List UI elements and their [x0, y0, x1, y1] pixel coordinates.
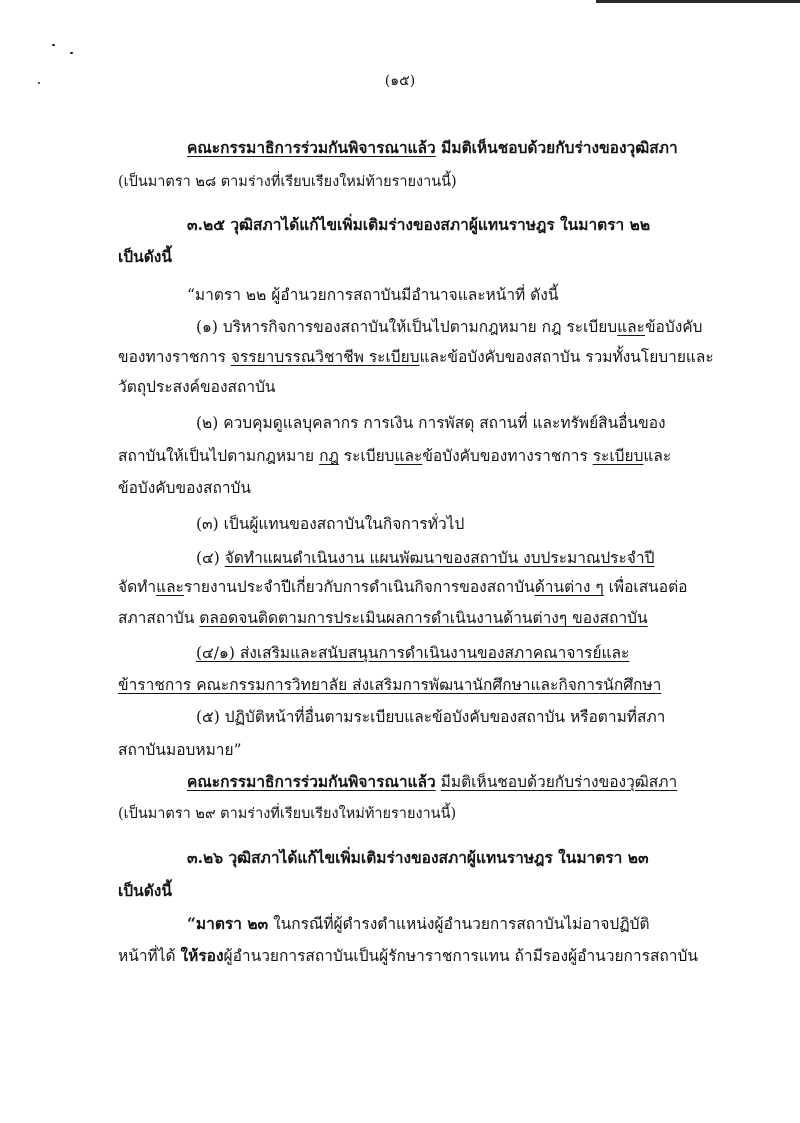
text-run: สภาสถาบัน — [118, 609, 200, 627]
page-number: (๑๕) — [384, 73, 416, 89]
text-run: จรรยาบรรณวิชาชีพ ระเบียบ — [230, 348, 420, 366]
text-run: เพื่อเสนอต่อ — [603, 578, 688, 596]
text-run: เป็นดังนี้ — [118, 881, 172, 900]
text-run: และ — [643, 447, 672, 465]
text-run: (๒) ควบคุมดูแลบุคลากร การเงิน การพัสดุ สถานที่ และทรัพย์สินอื่นของ — [196, 414, 666, 432]
text-run: สถาบันให้เป็นไปตามกฎหมาย — [118, 447, 320, 465]
text-line — [196, 642, 629, 664]
text-line — [118, 576, 687, 598]
text-run: คณะกรรมาธิการร่วมกันพิจารณาแล้ว — [187, 138, 436, 157]
text-run: และ — [394, 447, 423, 465]
text-run: (๕) ปฏิบัติหน้าที่อื่นตามระเบียบและข้อบังคับของสถาบัน หรือตามที่สภา — [196, 708, 666, 726]
text-run: เป็นดังนี้ — [118, 247, 172, 266]
text-run: ข้อบังคับ — [644, 318, 703, 336]
text-run: จัดทำ — [118, 578, 157, 596]
text-run: ตลอดจนติดตามการประเมินผลการดำเนินงานด้านต่างๆ ของสถาบัน — [199, 609, 648, 627]
text-line — [196, 316, 702, 338]
text-line — [118, 803, 456, 825]
text-line — [118, 445, 671, 467]
text-line — [118, 607, 648, 629]
text-run: ผู้อำนวยการสถาบันเป็นผู้รักษาราชการแทน ถ้ามีรองผู้อำนวยการสถาบัน — [223, 947, 698, 965]
text-line — [118, 376, 276, 398]
text-line — [196, 412, 666, 434]
text-run: ๓.๒๕ วุฒิสภาได้แก้ไขเพิ่มเติมร่างของสภาผู้แทนราษฎร ในมาตรา ๒๒ — [187, 215, 651, 234]
text-line — [118, 880, 172, 902]
text-line — [118, 346, 714, 368]
text-run: มีมติเห็นชอบด้วยกับร่างของวุฒิสภา — [440, 773, 678, 791]
text-run: ของทางราชการ — [118, 348, 231, 366]
text-run: ระเบียบ — [338, 447, 395, 465]
text-run: (เป็นมาตรา ๒๘ ตามร่างที่เรียบเรียงใหม่ท้ายรายงานนี้) — [118, 174, 457, 190]
text-run: กฎ — [319, 447, 339, 465]
text-run: (๔/๑) ส่งเสริมและสนับสนุนการดำเนินงานของสภาคณาจารย์และ — [196, 644, 630, 662]
text-line — [187, 847, 649, 869]
text-line — [118, 739, 242, 761]
text-run: มีมติเห็นชอบด้วยกับร่างของวุฒิสภา — [435, 138, 678, 157]
text-run: ในกรณีที่ผู้ดำรงตำแหน่งผู้อำนวยการสถาบันไม่อาจปฏิบัติ — [268, 915, 650, 933]
text-line — [118, 945, 698, 967]
text-run: ข้าราชการ คณะกรรมการวิทยาลัย ส่งเสริมการพัฒนานักศึกษาและกิจการนักศึกษา — [118, 676, 662, 694]
text-run: วัตถุประสงค์ของสถาบัน — [118, 378, 276, 396]
text-run: ข้อบังคับของทางราชการ — [422, 447, 593, 465]
text-run: สถาบันมอบหมาย” — [118, 741, 242, 759]
text-line — [196, 547, 654, 569]
text-run: จัดทำแผนดำเนินงาน แผนพัฒนาของสถาบัน งบประมาณประจำปี — [224, 549, 655, 567]
text-run: และ — [617, 318, 645, 336]
scan-speck — [52, 44, 55, 46]
text-run: (๔) — [196, 549, 225, 567]
text-run: ๓.๒๖ วุฒิสภาได้แก้ไขเพิ่มเติมร่างของสภาผู้แทนราษฎร ในมาตรา ๒๓ — [187, 848, 649, 867]
text-line — [196, 513, 464, 535]
text-run: (เป็นมาตรา ๒๙ ตามร่างที่เรียบเรียงใหม่ท้ายรายงานนี้) — [118, 806, 457, 822]
scan-edge-mark — [596, 0, 800, 3]
text-run: รายงานประจำปีเกี่ยวกับการดำเนินกิจการของสถาบัน — [183, 578, 535, 596]
text-run: “มาตรา ๒๓ — [187, 914, 269, 933]
text-line — [118, 674, 661, 696]
text-line — [118, 246, 172, 268]
text-run: (๑) บริหารกิจการของสถาบันให้เป็นไปตามกฎหมาย กฎ ระเบียบ — [196, 318, 618, 336]
text-line — [187, 771, 677, 793]
text-run: ด้านต่าง ๆ — [534, 578, 604, 596]
text-run: หน้าที่ได้ — [118, 947, 181, 965]
text-run: ข้อบังคับของสถาบัน — [118, 479, 251, 497]
text-run: คณะกรรมาธิการร่วมกันพิจารณาแล้ว — [187, 772, 436, 791]
scan-speck — [70, 52, 73, 54]
text-line — [187, 137, 678, 159]
text-run: “มาตรา ๒๒ ผู้อำนวยการสถาบันมีอำนาจและหน้าที่ ดังนี้ — [187, 286, 559, 304]
text-line — [187, 913, 650, 935]
text-run: และข้อบังคับของสถาบัน รวมทั้งนโยบายและ — [419, 348, 714, 366]
text-line — [187, 284, 558, 306]
text-line — [196, 706, 665, 728]
text-line — [118, 171, 457, 193]
text-run: ให้รอง — [180, 946, 224, 965]
text-run: (๓) เป็นผู้แทนของสถาบันในกิจการทั่วไป — [196, 515, 465, 533]
text-line — [187, 214, 650, 236]
text-run: ระเบียบ — [592, 447, 644, 465]
text-line — [118, 477, 251, 499]
text-run: และ — [156, 578, 184, 596]
